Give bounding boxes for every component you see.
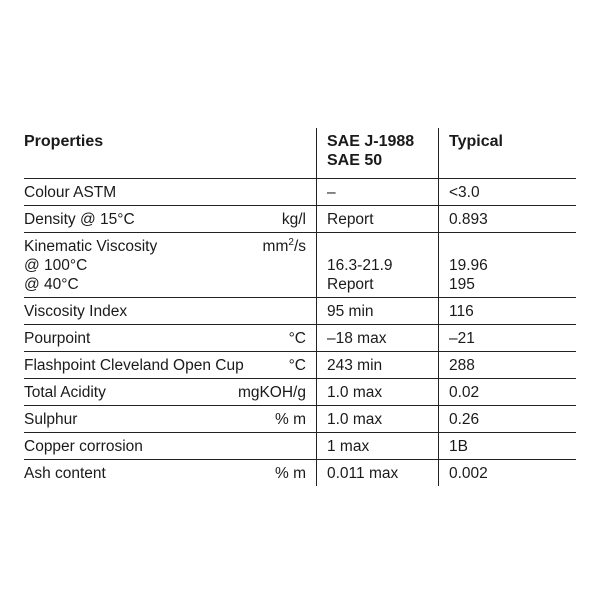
- table-row-sulphur: [24, 406, 576, 433]
- typical-value: [438, 233, 576, 297]
- spec-value: [316, 233, 438, 297]
- spec-value: 1.0 max: [316, 406, 438, 432]
- header-spec: [316, 128, 438, 178]
- typical-value: 0.893: [438, 206, 576, 232]
- property-cell: [24, 433, 316, 459]
- typical-value: 0.02: [438, 379, 576, 405]
- unit-tail: /s: [293, 238, 306, 255]
- table-row-colour: [24, 179, 576, 206]
- properties-table: [24, 128, 576, 486]
- property-name: Ash content: [24, 465, 106, 482]
- spec-value: –: [316, 179, 438, 205]
- property-unit: % m: [275, 465, 306, 482]
- table-header-row: [24, 128, 576, 179]
- property-cell: [24, 298, 316, 324]
- property-unit: °C: [288, 357, 306, 374]
- spec-value: Report: [316, 206, 438, 232]
- property-name: Density @ 15°C: [24, 211, 135, 228]
- header-properties-label: Properties: [24, 133, 104, 150]
- property-name: Kinematic Viscosity: [24, 238, 158, 255]
- property-cell: [24, 179, 316, 205]
- typical-value: 0.002: [438, 460, 576, 486]
- header-spec-line2: SAE 50: [327, 152, 383, 169]
- property-name: Sulphur: [24, 411, 78, 428]
- spec-value: –18 max: [316, 325, 438, 351]
- spec-value: 1.0 max: [316, 379, 438, 405]
- property-name: Viscosity Index: [24, 303, 128, 320]
- property-cell: [24, 233, 316, 297]
- unit-superscript: 2: [288, 236, 294, 248]
- property-sub-100c: @ 100°C: [24, 257, 88, 274]
- property-unit: [263, 237, 306, 294]
- property-unit: mgKOH/g: [237, 384, 306, 401]
- table-row-flashpoint: [24, 352, 576, 379]
- table-row-total-acidity: [24, 379, 576, 406]
- property-cell: [24, 352, 316, 378]
- property-sub-40c: @ 40°C: [24, 276, 79, 293]
- spec-value: 0.011 max: [316, 460, 438, 486]
- typical-value: 0.26: [438, 406, 576, 432]
- spec-value-40c: Report: [327, 276, 374, 293]
- spec-value: 1 max: [316, 433, 438, 459]
- typical-value: <3.0: [438, 179, 576, 205]
- header-properties: [24, 128, 316, 178]
- spec-value-100c: 16.3-21.9: [327, 257, 393, 274]
- typical-value: 1B: [438, 433, 576, 459]
- typical-value-100c: 19.96: [449, 257, 488, 274]
- spec-value: 95 min: [316, 298, 438, 324]
- property-name: Pourpoint: [24, 330, 91, 347]
- spec-value: 243 min: [316, 352, 438, 378]
- spec-blank: [327, 237, 438, 256]
- typical-blank: [449, 237, 576, 256]
- property-cell: [24, 325, 316, 351]
- property-name: Colour ASTM: [24, 184, 117, 201]
- property-unit: °C: [288, 330, 306, 347]
- property-name: Copper corrosion: [24, 438, 143, 455]
- property-cell: [24, 460, 316, 486]
- property-unit: kg/l: [281, 211, 306, 228]
- table-row-kinematic-viscosity: [24, 233, 576, 298]
- typical-value: –21: [438, 325, 576, 351]
- typical-value: 116: [438, 298, 576, 324]
- typical-value: 288: [438, 352, 576, 378]
- table-row-density: [24, 206, 576, 233]
- table-row-pourpoint: [24, 325, 576, 352]
- property-cell: [24, 379, 316, 405]
- property-lines: [24, 237, 157, 294]
- unit-base: mm: [262, 238, 289, 255]
- property-name: Total Acidity: [24, 384, 106, 401]
- typical-value-40c: 195: [449, 276, 475, 293]
- property-unit: % m: [275, 411, 306, 428]
- property-cell: [24, 406, 316, 432]
- header-typical: [438, 128, 576, 178]
- table-row-ash-content: [24, 460, 576, 486]
- property-name: Flashpoint Cleveland Open Cup: [24, 357, 244, 374]
- table-row-viscosity-index: [24, 298, 576, 325]
- header-typical-label: Typical: [449, 133, 503, 150]
- table-row-copper-corrosion: [24, 433, 576, 460]
- property-cell: [24, 206, 316, 232]
- header-spec-line1: SAE J-1988: [327, 133, 415, 150]
